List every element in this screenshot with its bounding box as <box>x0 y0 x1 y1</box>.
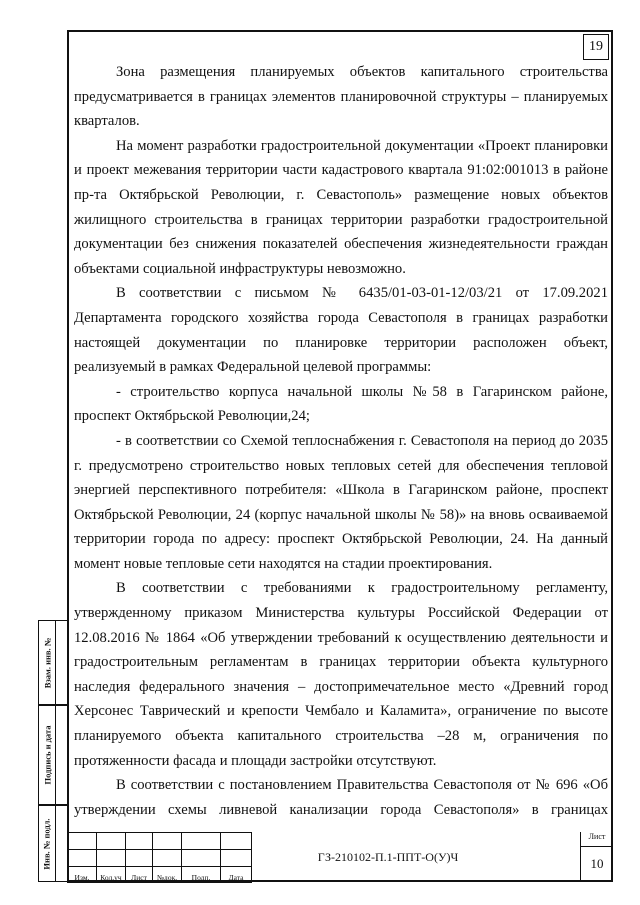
paragraph: Зона размещения планируемых объектов капитального строительства предусматривается в границах элементов планировочной структуры – планируемых кварталов. <box>74 64 608 130</box>
sheet-label: Лист <box>581 832 613 847</box>
paragraph: На момент разработки градостроительной документации «Проект планировки и проект межевания территории части кадастрового квартала 91:02:001013 в районе пр-та Октябрьской Революции, г. Севастополь» размещение новых объектов жилищного строительства в границах территории разработки градостроительной документации без снижения показателей обеспечения жизнедеятельности граждан объектами социальной инфраструктуры невозможно. <box>74 137 608 277</box>
stamp-col-ndok: №док. <box>153 867 182 883</box>
page-number: 19 <box>583 34 609 60</box>
margin-podpis-label: Подпись и дата <box>42 725 52 785</box>
margin-vzam-label: Взам. инв. № <box>42 637 52 688</box>
paragraph: В соответствии с письмом № 6435/01-03-01-12/03/21 от 17.09.2021 Департамента городского хозяйства города Севастополя в границах разработки настоящей документации по планировке территории расположен объект, реализуемый в рамках Федеральной целевой программы: <box>74 285 608 376</box>
stamp-col-data: Дата <box>221 867 252 883</box>
paragraph: В соответствии с требованиями к градостроительному регламенту, утвержденному приказом Министерства культуры Российской Федерации от 12.08.2016 № 1864 «Об утверждении требований к осуществлению деятельности и градостроительным регламентам в границах территории объекта культурного наследия федерального значения – достопримечательное место «Древний город Херсонес Таврический и крепости Чембало и Каламита», ограничение по высоте планируемого объекта капитального строительства –28 м, ограничения по протяженности фасада и площади застройки отсутствуют. <box>74 580 608 769</box>
stamp-col-izm: Изм. <box>68 867 97 883</box>
paragraph: - в соответствии со Схемой теплоснабжения г. Севастополя на период до 2035 г. предусмотрено строительство новых тепловых сетей для обеспечения тепловой энергией перспективного потребителя: «Школа в Гагаринском районе, проспект Октябрьской Революции, 24 (корпус начальной школы № 58)» на вновь осваиваемой территории города по адресу: проспект Октябрьской Революции, 24. На данный момент новые тепловые сети находятся на стадии проектирования. <box>74 432 608 572</box>
document-code: ГЗ-210102-П.1-ППТ-О(У)Ч <box>317 849 459 864</box>
paragraph: В соответствии с постановлением Правительства Севастополя от № 696 «Об утверждении схемы ливневой канализации города Севастополя» в границах <box>74 777 608 818</box>
stamp-col-kolouch: Кол.уч <box>97 867 126 883</box>
margin-podpis-box <box>38 705 68 805</box>
stamp-table <box>67 832 252 883</box>
margin-vzam-box <box>38 620 68 705</box>
sheet-box <box>580 832 613 882</box>
stamp-col-list: Лист <box>126 867 153 883</box>
paragraph: - строительство корпуса начальной школы №58 в Гагаринском районе, проспект Октябрьской Революции,24; <box>74 383 608 425</box>
margin-inv-label: Инв. № подл. <box>42 817 52 870</box>
sheet-number: 10 <box>590 856 604 871</box>
stamp-col-podp: Подп. <box>182 867 221 883</box>
document-body <box>74 60 608 847</box>
margin-inv-box <box>38 805 68 882</box>
